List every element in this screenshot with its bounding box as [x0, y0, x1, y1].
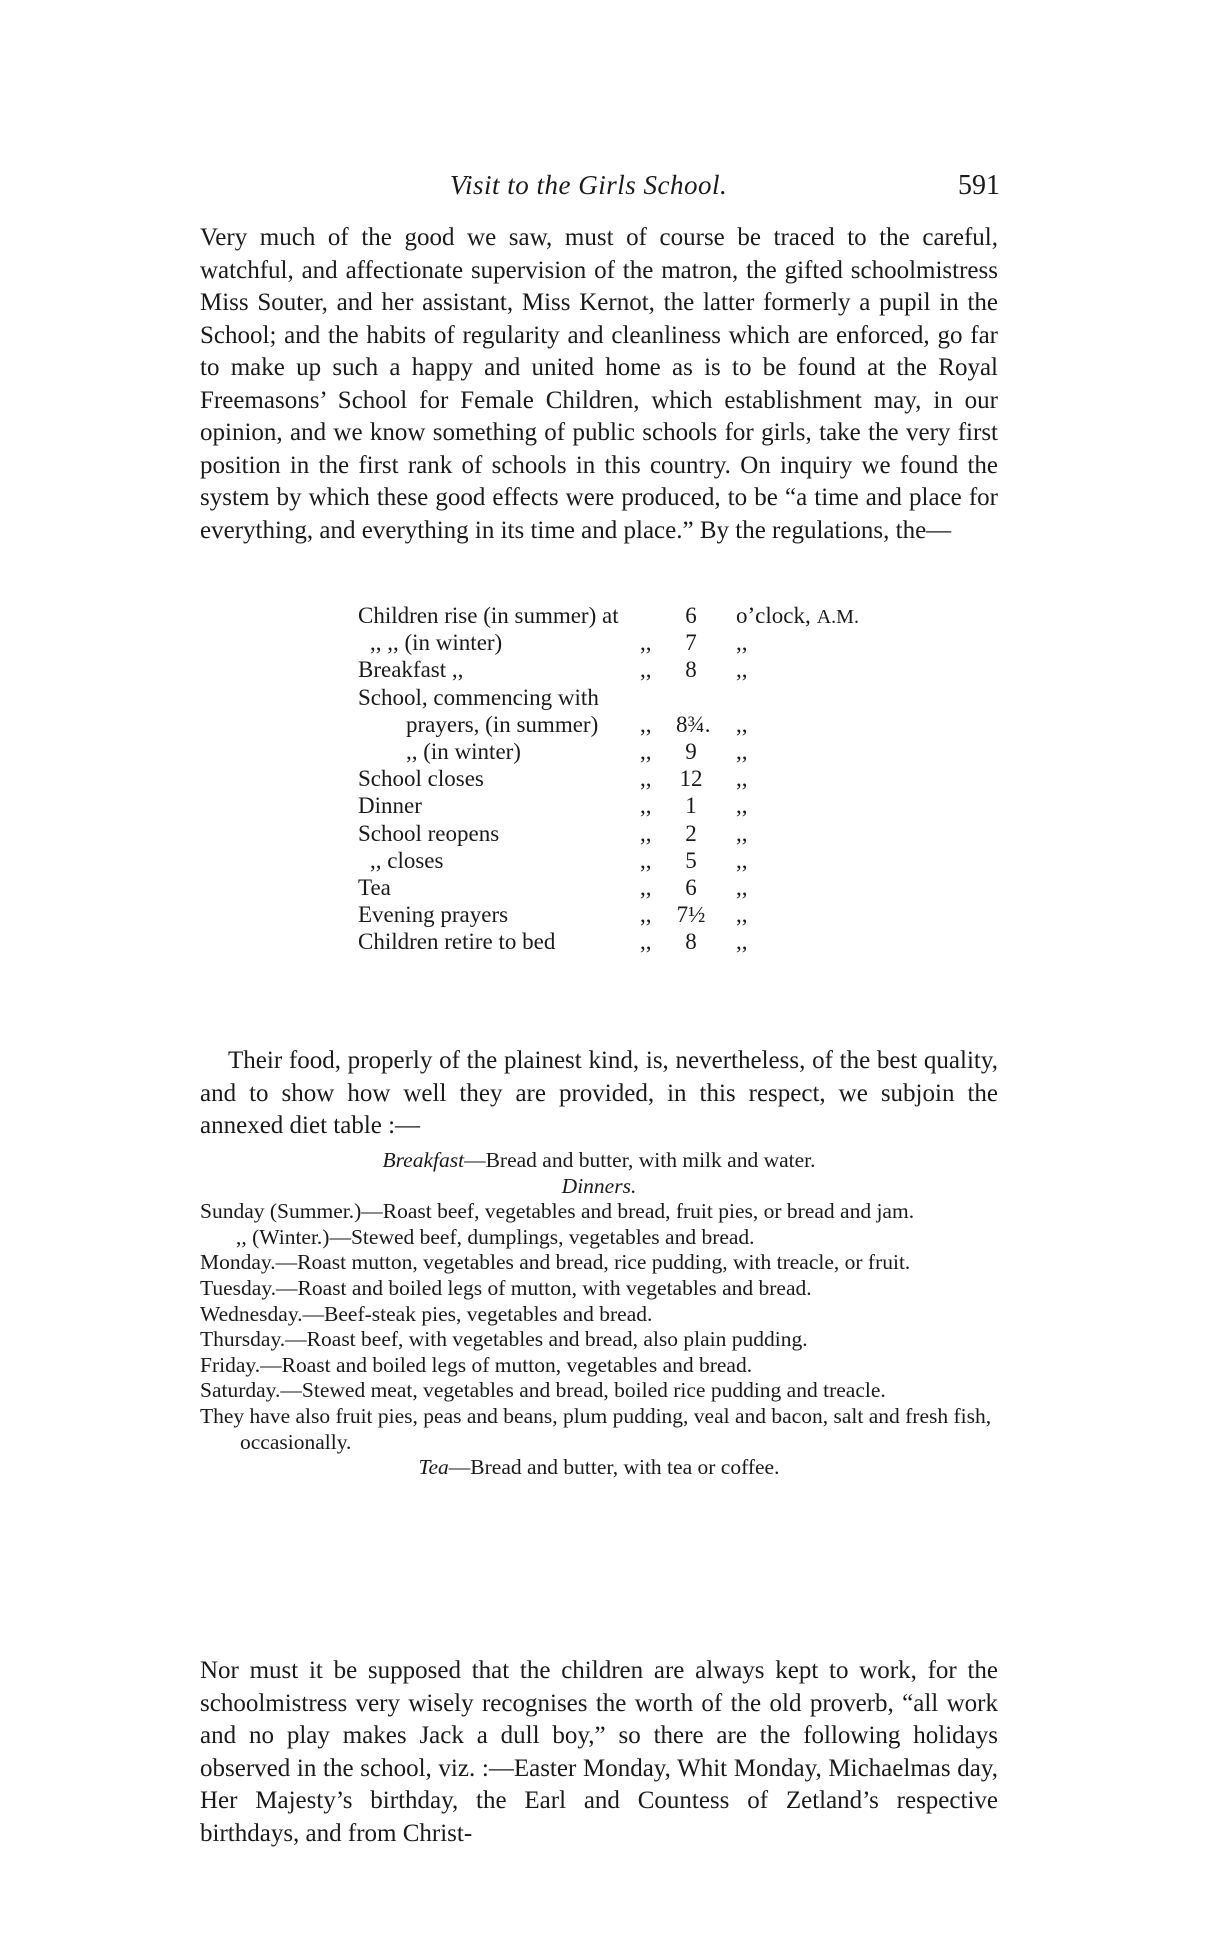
schedule-oclock — [736, 738, 748, 765]
schedule-row — [358, 792, 918, 819]
paragraph-food: Their food, properly of the plainest kind, is, nevertheless, of the best quality, and to show how well they are provided, in this respect, we subjoin the annexed diet table :— — [200, 1047, 998, 1139]
schedule-oclock — [736, 765, 748, 792]
diet-friday: Friday.—Roast and boiled legs of mutton, vegetables and bread. — [200, 1352, 753, 1377]
schedule-activity: Tea — [358, 874, 391, 900]
running-title: Visit to the Girls School. — [450, 170, 728, 200]
schedule-oclock — [736, 847, 748, 874]
schedule-ditto: ,, — [640, 847, 652, 873]
diet-sunday-summer: Sunday (Summer.)—Roast beef, vegetables and bread, fruit pies, or bread and jam. — [200, 1199, 915, 1224]
schedule-oclock-text: ,, — [736, 902, 748, 928]
schedule-row — [358, 656, 918, 683]
paragraph-holidays: Nor must it be supposed that the children are always kept to work, for the schoolmistress very wisely recognises the worth of the old proverb, “all work and no play makes Jack a dull boy,” so there are the following holidays observed in the school, viz. :—Easter Monday, Whit Monday, Michaelmas day, Her Majesty’s birthday, the Earl and Countess of Zetland’s respective birthdays, and from Christ- — [200, 1657, 998, 1847]
diet-thursday: Thursday.—Roast beef, with vegetables and bread, also plain pudding. — [200, 1327, 808, 1352]
schedule-activity: ,, closes — [370, 847, 444, 873]
schedule-row — [358, 629, 918, 656]
diet-tuesday: Tuesday.—Roast and boiled legs of mutton, with vegetables and bread. — [200, 1275, 812, 1300]
schedule-activity: Children retire to bed — [358, 929, 556, 955]
diet-tea-text: —Bread and butter, with tea or coffee. — [448, 1455, 780, 1480]
schedule-hour: 7 — [685, 630, 697, 656]
schedule-hour: 8 — [685, 929, 697, 955]
schedule-row — [358, 738, 918, 765]
schedule-ditto: ,, — [640, 766, 652, 792]
schedule-oclock-text: ,, — [736, 874, 748, 900]
page-number: 591 — [958, 170, 1000, 201]
schedule-activity: School closes — [358, 766, 484, 792]
schedule-activity: Evening prayers — [358, 902, 509, 928]
running-head — [200, 170, 1000, 210]
diet-tea-heading: Tea — [418, 1455, 449, 1480]
schedule-ditto: ,, — [640, 820, 652, 846]
schedule-ditto: ,, — [640, 793, 652, 819]
schedule-oclock-text: ,, — [736, 630, 748, 656]
schedule-oclock — [736, 928, 748, 955]
schedule-row — [358, 901, 918, 928]
schedule-oclock-text: o’clock, — [736, 603, 811, 628]
schedule-oclock-text: ,, — [736, 657, 748, 683]
schedule-activity: School reopens — [358, 820, 500, 846]
schedule-hour: 2 — [685, 820, 697, 846]
schedule-activity: ,, (in winter) — [406, 738, 521, 764]
schedule-oclock-text: ,, — [736, 929, 748, 955]
schedule-row — [358, 928, 918, 955]
schedule-row — [358, 847, 918, 874]
schedule-hour: 1 — [685, 793, 697, 819]
schedule-oclock — [736, 629, 748, 656]
schedule-oclock-text: ,, — [736, 820, 748, 846]
schedule-hour: 6 — [685, 603, 697, 628]
diet-table — [200, 1148, 998, 1481]
schedule-oclock-text: ,, — [736, 766, 748, 792]
schedule-oclock — [736, 901, 748, 928]
schedule-hour: 8 — [685, 657, 697, 683]
schedule-ditto: ,, — [640, 929, 652, 955]
diet-dinners-heading: Dinners. — [561, 1173, 637, 1198]
schedule-row — [358, 684, 918, 711]
diet-breakfast-heading: Breakfast — [382, 1148, 465, 1172]
schedule-oclock-text: ,, — [736, 847, 748, 873]
schedule-ditto: ,, — [640, 874, 652, 900]
schedule-activity: Children rise (in summer) at — [358, 603, 619, 628]
schedule-oclock — [736, 792, 748, 819]
diet-tea-line — [200, 1455, 998, 1481]
schedule-ampm: A.M. — [816, 606, 859, 628]
daily-schedule-table — [358, 602, 918, 955]
schedule-ditto: ,, — [640, 630, 652, 656]
schedule-hour: 6 — [685, 874, 697, 900]
schedule-oclock — [736, 874, 748, 901]
schedule-oclock — [736, 656, 748, 683]
schedule-hour: 8¾. — [676, 711, 711, 737]
diet-sunday-winter: ,, (Winter.)—Stewed beef, dumplings, vegetables and bread. — [236, 1224, 755, 1249]
schedule-activity: Breakfast ,, — [358, 657, 464, 683]
diet-breakfast-line — [200, 1148, 998, 1174]
schedule-row — [358, 874, 918, 901]
schedule-row — [358, 602, 918, 629]
schedule-hour: 7½ — [676, 902, 706, 928]
schedule-ditto: ,, — [640, 738, 652, 764]
diet-monday: Monday.—Roast mutton, vegetables and bread, rice pudding, with treacle, or fruit. — [200, 1250, 911, 1275]
schedule-row — [358, 765, 918, 792]
paragraph-matron-supervision: Very much of the good we saw, must of course be traced to the careful, watchful, and affectionate supervision of the matron, the gifted schoolmistress Miss Souter, and her assistant, Miss Kernot, the latter formerly a pupil in the School; and the habits of regularity and cleanliness which are enforced, go far to make up such a happy and united home as is to be found at the Royal Freemasons’ School for Female Children, which establishment may, in our opinion, and we know something of public schools for girls, take the very first position in the first rank of schools in this country. On inquiry we found the system by which these good effects were produced, to be “a time and place for everything, and everything in its time and place.” By the regulations, the— — [200, 224, 998, 544]
schedule-oclock — [736, 711, 748, 738]
diet-also: They have also fruit pies, peas and beans, plum pudding, veal and bacon, salt and fresh fish, occasionally. — [200, 1403, 992, 1454]
diet-breakfast-text: —Bread and butter, with milk and water. — [464, 1148, 816, 1172]
schedule-row — [358, 711, 918, 738]
schedule-ditto: ,, — [640, 657, 652, 683]
schedule-oclock-text: ,, — [736, 738, 748, 764]
schedule-oclock — [736, 602, 859, 631]
schedule-activity: prayers, (in summer) — [406, 711, 599, 737]
schedule-ditto: ,, — [640, 711, 652, 737]
schedule-activity: ,, ,, (in winter) — [370, 630, 503, 656]
diet-wednesday: Wednesday.—Beef-steak pies, vegetables and bread. — [200, 1301, 653, 1326]
schedule-activity: Dinner — [358, 793, 422, 819]
schedule-ditto: ,, — [640, 902, 652, 928]
schedule-hour: 9 — [685, 738, 697, 764]
diet-saturday: Saturday.—Stewed meat, vegetables and bread, boiled rice pudding and treacle. — [200, 1378, 886, 1403]
schedule-activity: School, commencing with — [358, 684, 599, 710]
schedule-row — [358, 820, 918, 847]
schedule-oclock — [736, 820, 748, 847]
schedule-oclock-text: ,, — [736, 793, 748, 819]
schedule-hour: 12 — [679, 766, 703, 792]
schedule-hour: 5 — [685, 847, 697, 873]
schedule-oclock-text: ,, — [736, 711, 748, 737]
